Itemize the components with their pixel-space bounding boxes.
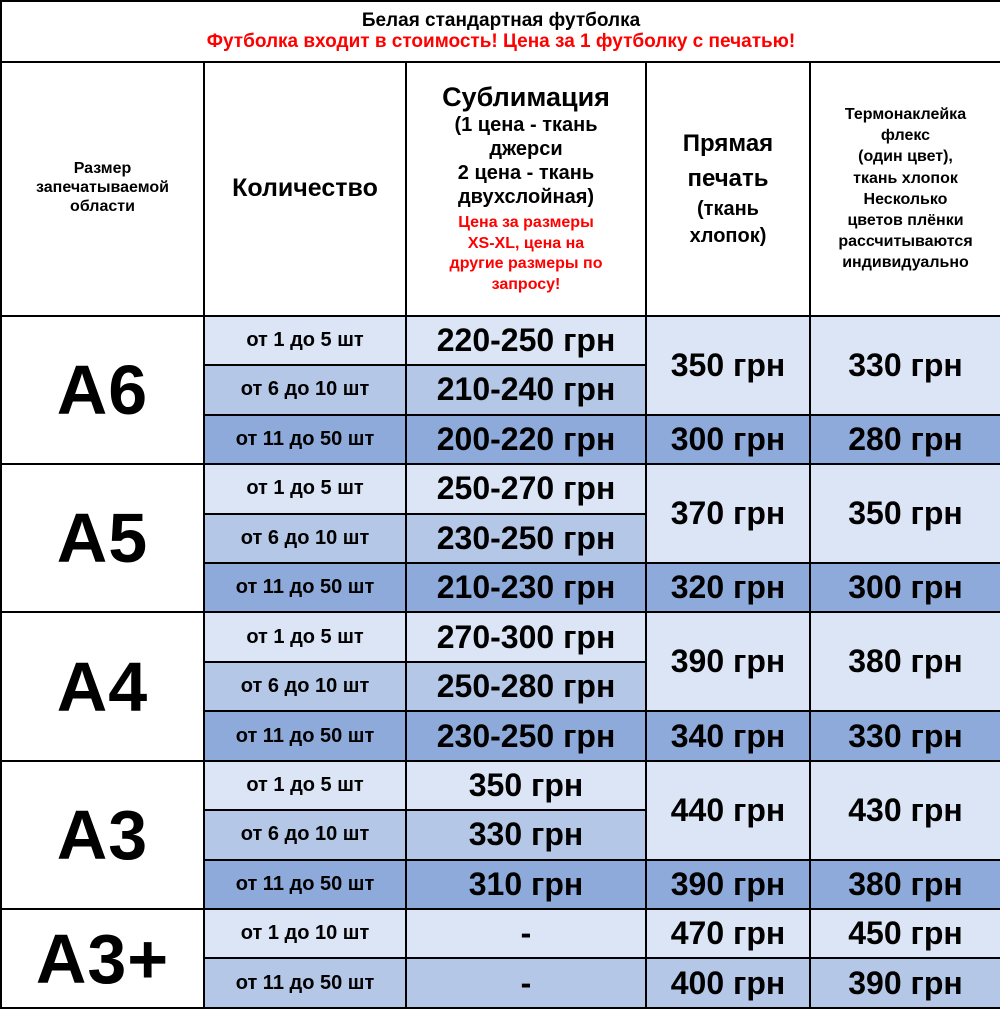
direct-print-price: 390 грн: [646, 860, 810, 909]
header-direct-title: Прямая: [682, 129, 774, 157]
thermo-price: 380 грн: [810, 860, 1000, 909]
direct-print-price: 340 грн: [646, 711, 810, 760]
header-sublimation: [406, 62, 646, 316]
sublimation-price: 230-250 грн: [406, 711, 646, 760]
thermo-price: 380 грн: [810, 612, 1000, 711]
header-sublimation-line: двухслойная): [457, 186, 595, 209]
subtitle-text: Футболка входит в стоимость! Цена за 1 футболку с печатью!: [206, 31, 796, 53]
thermo-price: 300 грн: [810, 563, 1000, 612]
header-thermo-line: индивидуально: [842, 253, 969, 271]
note-line: другие размеры по: [449, 255, 603, 273]
sublimation-price: 200-220 грн: [406, 415, 646, 464]
quantity-cell: от 11 до 50 шт: [204, 415, 406, 464]
sublimation-price: -: [406, 958, 646, 1008]
header-size-line: области: [70, 198, 135, 216]
sublimation-price: 310 грн: [406, 860, 646, 909]
header-sublimation-line: джерси: [489, 138, 563, 161]
thermo-price: 450 грн: [810, 909, 1000, 958]
direct-print-price: 440 грн: [646, 761, 810, 860]
sublimation-price: 210-240 грн: [406, 365, 646, 414]
note-line: XS-XL, цена на: [467, 234, 585, 252]
quantity-cell: от 6 до 10 шт: [204, 662, 406, 711]
header-thermo-line: флекс: [880, 127, 931, 145]
note-line: запросу!: [491, 275, 561, 293]
thermo-price: 330 грн: [810, 711, 1000, 760]
quantity-cell: от 1 до 5 шт: [204, 761, 406, 810]
header-quantity: [204, 62, 406, 316]
thermo-price: 390 грн: [810, 958, 1000, 1008]
header-thermo-line: рассчитываются: [838, 232, 973, 250]
header-size-line: запечатываемой: [36, 179, 169, 197]
column-header-row: [1, 62, 1000, 316]
quantity-cell: от 11 до 50 шт: [204, 860, 406, 909]
quantity-cell: от 1 до 5 шт: [204, 316, 406, 365]
header-quantity-label: Количество: [232, 174, 378, 203]
quantity-cell: от 1 до 5 шт: [204, 612, 406, 661]
quantity-cell: от 1 до 10 шт: [204, 909, 406, 958]
header-sublimation-note: [407, 213, 645, 295]
header-thermo-line: Термонаклейка: [844, 106, 967, 124]
thermo-price: 350 грн: [810, 464, 1000, 563]
header-thermo-line: (один цвет),: [858, 148, 953, 166]
direct-print-price: 390 грн: [646, 612, 810, 711]
direct-print-price: 350 грн: [646, 316, 810, 415]
quantity-cell: от 6 до 10 шт: [204, 810, 406, 859]
header-size: [1, 62, 204, 316]
header-thermo-line: цветов плёнки: [847, 211, 964, 229]
quantity-cell: от 11 до 50 шт: [204, 958, 406, 1008]
table-row: [1, 909, 1000, 958]
sublimation-price: 230-250 грн: [406, 514, 646, 563]
size-a4: А4: [1, 612, 204, 760]
header-sublimation-line: (1 цена - ткань: [454, 114, 598, 137]
sublimation-price: 220-250 грн: [406, 316, 646, 365]
thermo-price: 280 грн: [810, 415, 1000, 464]
quantity-cell: от 1 до 5 шт: [204, 464, 406, 513]
direct-print-price: 370 грн: [646, 464, 810, 563]
quantity-cell: от 6 до 10 шт: [204, 514, 406, 563]
thermo-price: 330 грн: [810, 316, 1000, 415]
size-a3: А3: [1, 761, 204, 909]
direct-print-price: 470 грн: [646, 909, 810, 958]
sublimation-price: 250-270 грн: [406, 464, 646, 513]
size-a3-plus: А3+: [1, 909, 204, 1008]
sublimation-price: 250-280 грн: [406, 662, 646, 711]
size-a5: А5: [1, 464, 204, 612]
table-row: [1, 464, 1000, 513]
table-row: [1, 316, 1000, 365]
direct-print-price: 320 грн: [646, 563, 810, 612]
header-sublimation-title: Сублимация: [442, 82, 610, 113]
note-line: Цена за размеры: [458, 214, 594, 232]
header-direct-print: [646, 62, 810, 316]
header-thermo: [810, 62, 1000, 316]
sublimation-price: 330 грн: [406, 810, 646, 859]
header-thermo-line: Несколько: [863, 190, 948, 208]
header-sublimation-line: 2 цена - ткань: [457, 162, 595, 185]
quantity-cell: от 11 до 50 шт: [204, 711, 406, 760]
sublimation-price: 210-230 грн: [406, 563, 646, 612]
direct-print-price: 300 грн: [646, 415, 810, 464]
size-a6: А6: [1, 316, 204, 464]
thermo-price: 430 грн: [810, 761, 1000, 860]
header-thermo-line: ткань хлопок: [853, 169, 958, 187]
sublimation-price: -: [406, 909, 646, 958]
header-direct-line: хлопок): [689, 225, 767, 248]
sublimation-price: 270-300 грн: [406, 612, 646, 661]
direct-print-price: 400 грн: [646, 958, 810, 1008]
quantity-cell: от 11 до 50 шт: [204, 563, 406, 612]
quantity-cell: от 6 до 10 шт: [204, 365, 406, 414]
header-direct-title: печать: [687, 164, 769, 192]
table-row: [1, 612, 1000, 661]
header-size-line: Размер: [73, 160, 132, 178]
sublimation-price: 350 грн: [406, 761, 646, 810]
title-text: Белая стандартная футболка: [361, 10, 641, 31]
table-row: [1, 761, 1000, 810]
table-title: [1, 1, 1000, 62]
header-direct-line: (ткань: [697, 198, 759, 221]
title-row: [1, 1, 1000, 62]
